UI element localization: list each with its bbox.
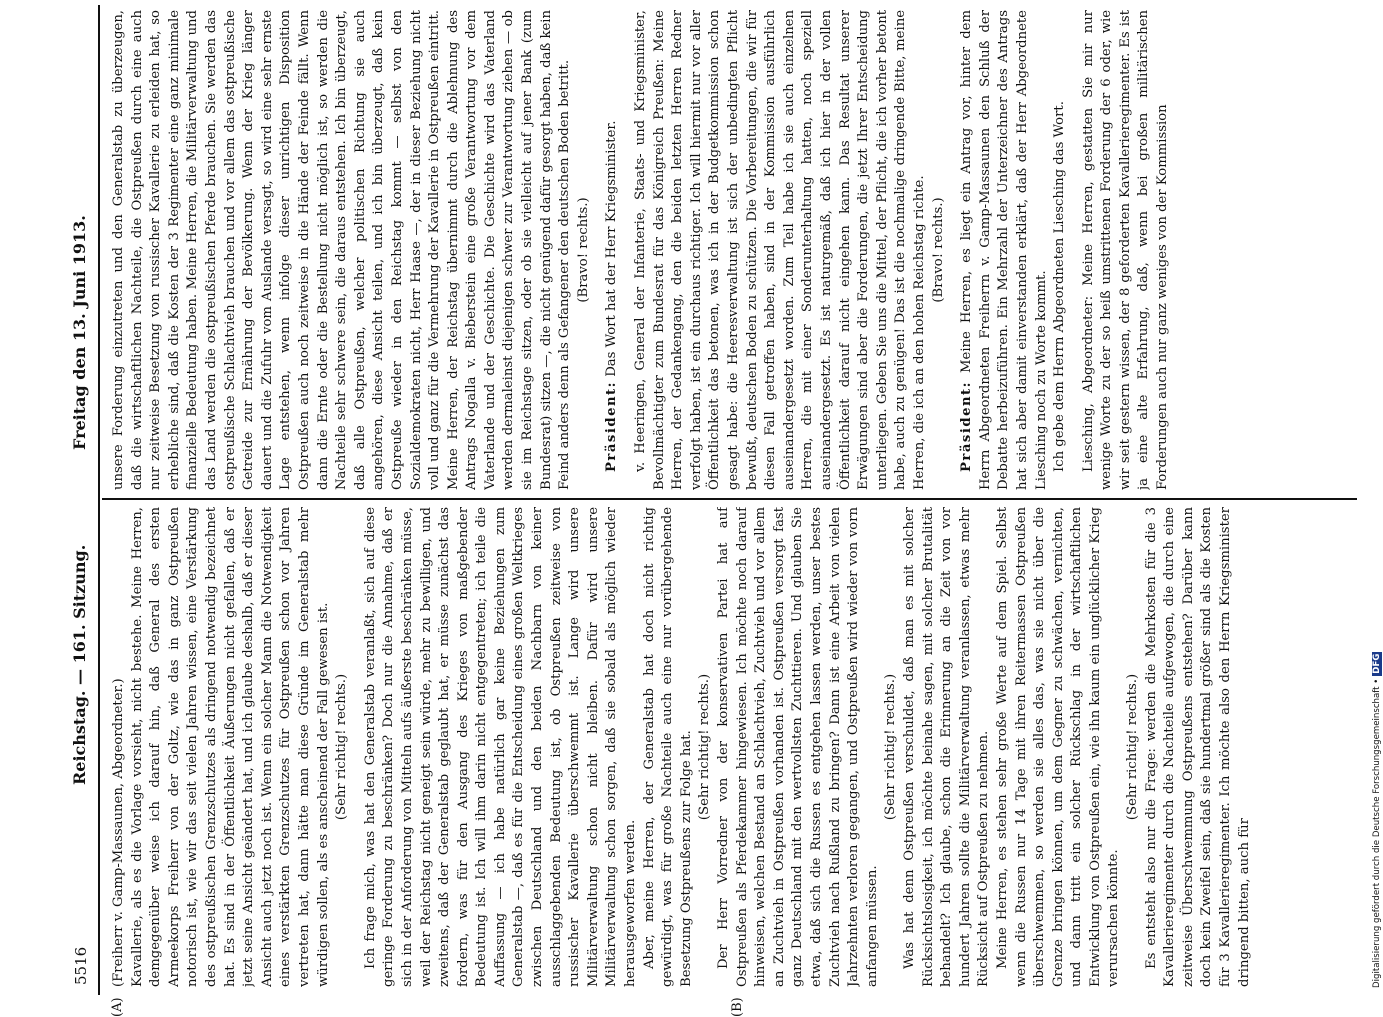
paragraph: Ich gebe dem Herrn Abgeordneten Liesching das Wort.: [1052, 101, 1068, 472]
session-date: Freitag den 13. Juni 1913.: [70, 215, 89, 450]
president-announcement: Das Wort hat der Herr Kriegsminister.: [604, 120, 620, 377]
paragraph: Aber, meine Herren, der Generalstab hat doch nicht richtig gewürdigt, was für große Nachteile auch eine nur vorübergehende Besetzung Ostpreußens zur Folge hat.: [641, 507, 694, 987]
applause-note: (Sehr richtig! rechts.): [334, 673, 350, 821]
paragraph: unsere Forderung einzutreten und den Generalstab zu überzeugen, daß die wirtschaftlichen Nachteile, die Ostpreußen durch eine auch nur zeitweise Besetzung von russischer Kavallerie zu erleiden hat, so erhebliche sind, daß die Kosten der 3 Regimenter eine ganz minimale finanzielle Bedeutung haben. Meine Herren, die Militärverwaltung und das Land werden die ostpreußischen Pferde brauchen. Sie werden das ostpreußische Schlachtvieh brauchen und vor allem das ostpreußische Getreide zur Ernährung der Bevölkerung. Wenn der Krieg länger dauert und die Zufuhr vom Auslande versagt, so wird eine sehr ernste Lage entstehen, wenn infolge dieser unrichtigen Disposition Ostpreußen auch noch zeitweise in die Hände der Feinde fällt. Wenn dann die Ernte oder die Bestellung nicht möglich ist, so werden die Nachteile sehr schwere sein, die daraus entstehen. Ich bin überzeugt, daß alle Ostpreußen, welcher politischen Richtung sie auch angehören, diese Ansicht teilen, und ich bin überzeugt, daß kein Ostpreuße wieder in den Reichstag kommt — selbst von den Sozialdemokraten nicht, Herr Haase —, der in dieser Beziehung nicht voll und ganz für die Vermehrung der Kavallerie in Ostpreußen eintritt. Meine Herren, der Reichstag übernimmt durch die Ablehnung des Antrags Nogalla v. Bieberstein eine große Verantwortung vor dem Vaterlande und der Geschichte. Die Geschichte wird das Vaterland werden dermaleinst diejenigen schwer zur Verantwortung ziehen — ob sie im Reichstage sitzen, oder ob sie vielleicht auf jener Bank (zum Bundesrat) sitzen —, die nicht genügend dafür gesorgt haben, daß kein Feind anders denn als Gefangener den deutschen Boden betritt.: [111, 10, 573, 490]
applause-note: (Sehr richtig! rechts.): [697, 673, 713, 821]
paragraph: Kavallerie, als es die Vorlage vorsieht, nicht bestehe. Meine Herren, demgegenüber weise ich darauf hin, daß General des ersten Armeekorps Freiherr von der Goltz, wie das in ganz Ostpreußen notorisch ist, wie wir das seit vielen Jahren wissen, eine Verstärkung des ostpreußischen Grenzschutzes als dringend notwendig bezeichnet hat. Es sind in der Öffentlichkeit Äußerungen nicht gefallen, daß er jetzt seine Ansicht geändert hat, und ich glaube deshalb, daß er dieser Ansicht auch jetzt noch ist. Wenn ein solcher Mann die Notwendigkeit eines verstärkten Grenzschutzes für Ostpreußen schon vor Jahren vertreten hat, dann hätte man diese Gründe im Generalstab mehr würdigen sollen, als es anscheinend der Fall gewesen ist.: [129, 507, 331, 987]
paragraph: Es entsteht also nur die Frage: werden die Mehrkosten für die 3 Kavallerieregimenter durch die Nachteile aufgewogen, die durch eine zeitweise Überschwemmung Ostpreußens entstehen? Darüber kann doch kein Zweifel sein, daß sie hundertmal größer sind als die Kosten für 3 Kavallerieregimenter. Ich möchte also den Herrn Kriegsminister dringend bitten, auch für: [1143, 507, 1252, 987]
applause-note: (Sehr richtig! rechts.): [883, 673, 899, 821]
president-statement: Meine Herren, es liegt ein Antrag vor, hinter dem Herrn Abgeordneten Freiherrn v. Gamp-Massaunen den Schluß der Debatte herbeizuführen. Ein Mehrzahl der Unterzeichner des Antrags hat sich aber damit einverstanden erklärt, daß der Herr Abgeordnete Liesching noch zu Worte kommt.: [959, 10, 1049, 490]
right-column: [110, 10, 1345, 490]
running-header: [70, 5, 94, 995]
applause-note: (Sehr richtig! rechts.): [1125, 673, 1141, 821]
margin-marker-b: (B): [730, 997, 745, 1017]
paragraph: Was hat denn Ostpreußen verschuldet, daß man es mit solcher Rücksichtslosigkeit, ich möchte beinahe sagen, mit solcher Brutalität behandelt? Ich glaube, schon die Erinnerung an die Zeit von vor hundert Jahren sollte die Militärverwaltung veranlassen, etwas mehr Rücksicht auf Ostpreußen zu nehmen.: [901, 507, 992, 987]
paragraph: Der Herr Vorredner von der konservativen Partei hat auf Ostpreußen als Pferdekammer hingewiesen. Ich möchte noch darauf hinweisen, welchen Bestand an Schlachtvieh, Zuchtvieh und vor allem an Zuchtvieh in Ostpreußen vorhanden ist. Ostpreußen versorgt fast ganz Deutschland mit den wertvollsten Zuchttieren. Und glauben Sie etwa, daß sich die Russen es entgehen lassen werden, unser bestes Zuchtvieh nach Rußland zu bringen? Dann ist eine Arbeit von vielen Jahrzehnten verloren gegangen, und Ostpreußen wird wieder von vorn anfangen müssen.: [716, 507, 880, 987]
dfg-credit: [1372, 652, 1382, 988]
margin-marker-a: (A): [110, 997, 125, 1017]
minister-speech: v. Heeringen, General der Infanterie, Staats- und Kriegsminister, Bevollmächtigter zum Bundesrat für das Königreich Preußen: Meine Herren, der Gedankengang, den die beiden letzten Herren Redner verfolgt haben, ist ein durchaus richtiger. Ich will hiermit nur vor aller Öffentlichkeit das betonen, was ich in der Budgetkommission schon gesagt habe: die Heeresverwaltung ist sich der unbedingten Pflicht bewußt, deutschen Boden zu schützen. Die Vorbereitungen, die wir für diesen Fall getroffen haben, sind in der Kommission ausführlich auseinandergesetzt worden. Zum Teil habe ich sie auch einzelnen Herren, die mit einer Sonderunterhaltung hatten, noch speziell auseinandergesetzt. Es ist naturgemäß, daß ich hier in der vollen Öffentlichkeit darauf nicht eingehen kann. Das Resultat unserer Erwägungen sind aber die Forderungen, die jetzt Ihrer Entscheidung unterliegen. Geben Sie uns die Mittel, der Pflicht, die ich vorher betont habe, auch zu genügen! Das ist die nochmalige dringende Bitte, meine Herren, die ich an den hohen Reichstag richte.: [633, 10, 927, 490]
left-column: [110, 507, 1345, 987]
applause-note: (Bravo! rechts.): [575, 197, 591, 303]
speech-liesching: Liesching, Abgeordneter: Meine Herren, gestatten Sie mir nur wenige Worte zu der so heiß umstrittenen Forderung der 6 oder, wie wir seit gestern wissen, der 8 geforderten Kavallerieregimenter. Es ist ja eine alte Erfahrung, daß, wenn bei großen militärischen Forderungen auch nur ganz weniges von der Kommission: [1080, 10, 1171, 490]
dfg-logo: DFG: [1372, 653, 1382, 674]
paragraph: Ich frage mich, was hat den Generalstab veranlaßt, sich auf diese geringe Forderung zu beschränken? Doch nur die Annahme, daß er sich in der Anforderung von Mitteln aufs äußerste beschränken müsse, weil der Reichstag nicht geneigt sein würde, mehr zu bewilligen, und zweitens, daß der Generalstab geglaubt hat, er müsse zunächst das fordern, was für den Ausgang des Krieges von maßgebender Bedeutung ist. Ich will ihm darin nicht entgegentreten; ich teile die Auffassung — ich habe natürlich gar keine Beziehungen zum Generalstab —, daß es für die Entscheidung eines großen Weltkrieges zwischen Deutschland und den beiden Nachbarn von keiner ausschlaggebenden Bedeutung ist, ob Ostpreußen zeitweise von russischer Kavallerie überschwemmt ist. Lange wird unsere Militärverwaltung schon nicht bleiben. Dafür wird unsere Militärverwaltung schon sorgen, daß sie sobald als möglich wieder herausgeworfen werden.: [362, 507, 639, 987]
credit-text: Digitalisierung gefördert durch die Deutsche Forschungsgemeinschaft •: [1372, 678, 1382, 988]
header-rule: [98, 5, 100, 995]
applause-note: (Bravo! rechts.): [930, 197, 946, 303]
rotated-page: [30, 5, 1360, 1017]
column-separator: [102, 498, 1357, 500]
page-number: 5516: [72, 946, 90, 985]
margin-marker-c: [110, 0, 125, 1]
president-label: Präsident:: [959, 380, 975, 472]
margin-marker-d: [730, 0, 745, 1]
president-label: Präsident:: [604, 380, 620, 472]
speaker-line: (Freiherr v. Gamp-Massaunen, Abgeordneter.): [111, 678, 126, 987]
session-title: Reichstag. — 161. Sitzung.: [70, 544, 89, 785]
paragraph: Meine Herren, es stehen sehr große Werte auf dem Spiel. Selbst wenn die Russen nur 14 Tage mit ihren Reitermassen Ostpreußen überschwemmen, so werden sie alles das, was sie nicht über die Grenze bringen können, um dem Gegner zu schwächen, vernichten, und dann tritt ein solcher Rückschlag in der wirtschaftlichen Entwicklung von Ostpreußen ein, wie ihn kaum ein unglücklicher Krieg verursachen könnte.: [994, 507, 1122, 987]
